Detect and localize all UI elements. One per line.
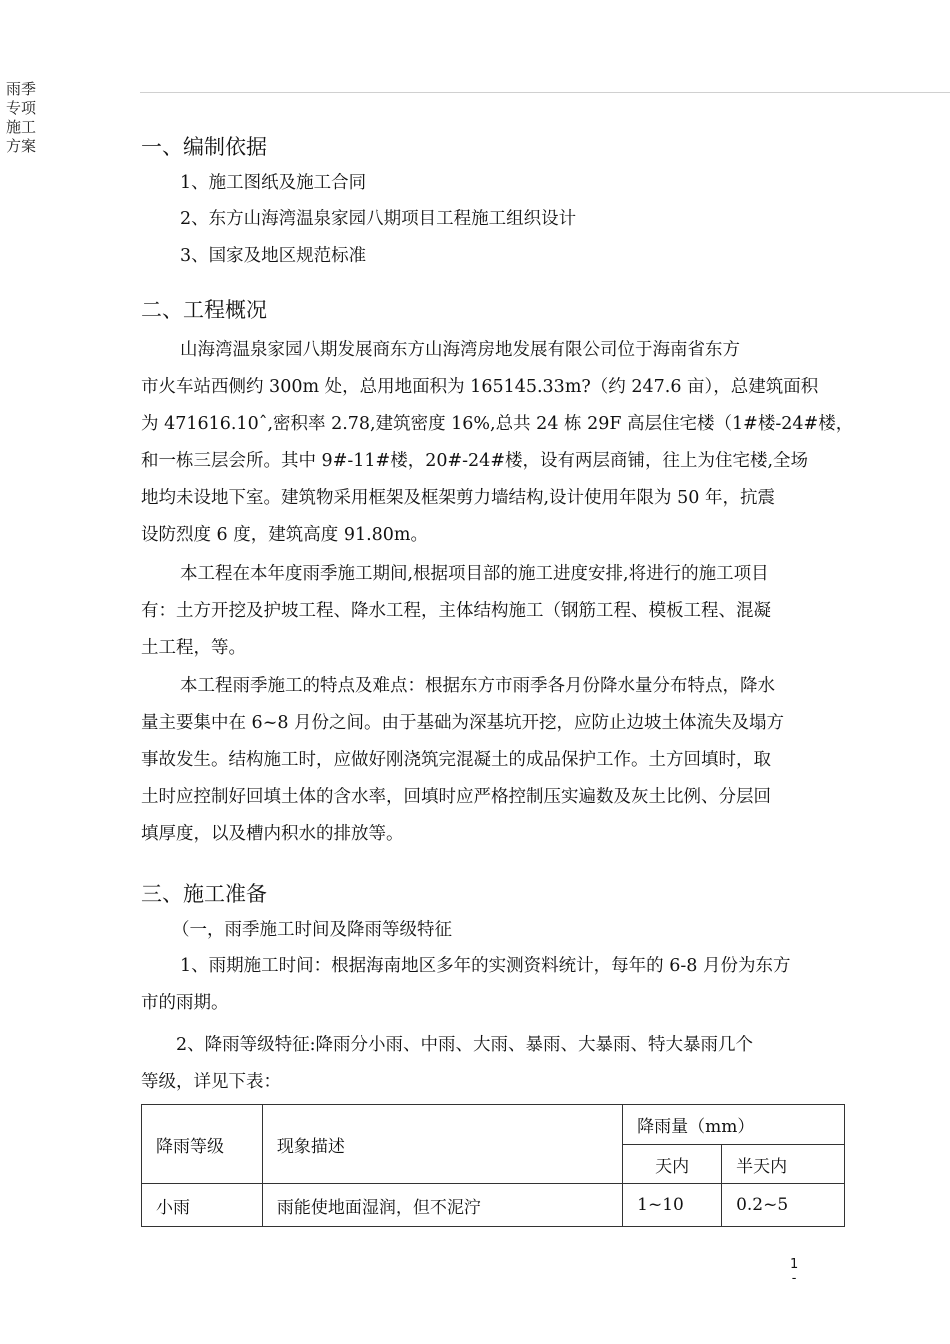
- overview-line: 和一栋三层会所。其中 9#-11#楼，20#-24#楼，设有两层商铺，往上为住宅楼,全场: [141, 451, 809, 471]
- page-number: [790, 1258, 798, 1286]
- prep-line: 1、雨期施工时间：根据海南地区多年的实测资料统计，每年的 6-8 月份为东方: [180, 956, 791, 976]
- section1-title: 一、编制依据: [141, 135, 267, 159]
- overview-line: 设防烈度 6 度，建筑高度 91.80m。: [141, 525, 429, 545]
- prep-line: 等级，详见下表：: [141, 1072, 281, 1092]
- row-day: 1~10: [623, 1184, 722, 1227]
- rainfall-table: [141, 1104, 845, 1227]
- overview-line: 量主要集中在 6~8 月份之间。由于基础为深基坑开挖，应防止边坡土体流失及塌方: [141, 713, 785, 733]
- page-number-value: 1: [790, 1257, 799, 1272]
- row-half-day: 0.2~5: [722, 1184, 845, 1227]
- section2-title: 二、工程概况: [141, 298, 267, 322]
- prep-line: 2、降雨等级特征:降雨分小雨、中雨、大雨、暴雨、大暴雨、特大暴雨几个: [176, 1035, 754, 1055]
- overview-line: 为 471616.10ˆ,密积率 2.78,建筑密度 16%,总共 24 栋 29F 高层住宅楼（1#楼-24#楼，: [141, 414, 854, 434]
- overview-line: 有：土方开挖及护坡工程、降水工程，主体结构施工（钢筋工程、模板工程、混凝: [141, 601, 771, 621]
- overview-line: 山海湾温泉家园八期发展商东方山海湾房地发展有限公司位于海南省东方: [180, 340, 740, 360]
- subsection-title: （一，雨季施工时间及降雨等级特征: [172, 920, 452, 940]
- header-amount: 降雨量（mm）: [623, 1105, 845, 1145]
- overview-line: 事故发生。结构施工时，应做好刚浇筑完混凝土的成品保护工作。土方回填时，取: [141, 750, 771, 770]
- header-rule: [140, 92, 950, 93]
- table-row: [142, 1184, 845, 1227]
- overview-line: 本工程雨季施工的特点及难点：根据东方市雨季各月份降水量分布特点，降水: [180, 676, 775, 696]
- header-description: 现象描述: [262, 1105, 622, 1184]
- overview-line: 土工程，等。: [141, 638, 246, 658]
- overview-line: 本工程在本年度雨季施工期间,根据项目部的施工进度安排,将进行的施工项目: [180, 564, 769, 584]
- overview-line: 市火车站西侧约 300m 处，总用地面积为 165145.33m?（约 247.6 亩），总建筑面积: [141, 377, 819, 397]
- overview-line: 地均未设地下室。建筑物采用框架及框架剪力墙结构,设计使用年限为 50 年，抗震: [141, 488, 775, 508]
- row-level: 小雨: [142, 1184, 263, 1227]
- page-number-dash: -: [791, 1271, 797, 1286]
- section3-title: 三、施工准备: [141, 882, 267, 906]
- basis-item-2: 2、东方山海湾温泉家园八期项目工程施工组织设计: [180, 209, 577, 229]
- basis-item-3: 3、国家及地区规范标准: [180, 246, 367, 266]
- header-day: 天内: [623, 1145, 722, 1184]
- basis-item-1: 1、施工图纸及施工合同: [180, 173, 367, 193]
- overview-line: 填厚度，以及槽内积水的排放等。: [141, 824, 404, 844]
- side-label: 雨季专项施工方案: [6, 80, 37, 155]
- prep-line: 市的雨期。: [141, 993, 229, 1013]
- header-level: 降雨等级: [142, 1105, 263, 1184]
- overview-line: 土时应控制好回填土体的含水率，回填时应严格控制压实遍数及灰土比例、分层回: [141, 787, 771, 807]
- row-description: 雨能使地面湿润，但不泥泞: [262, 1184, 622, 1227]
- header-half-day: 半天内: [722, 1145, 845, 1184]
